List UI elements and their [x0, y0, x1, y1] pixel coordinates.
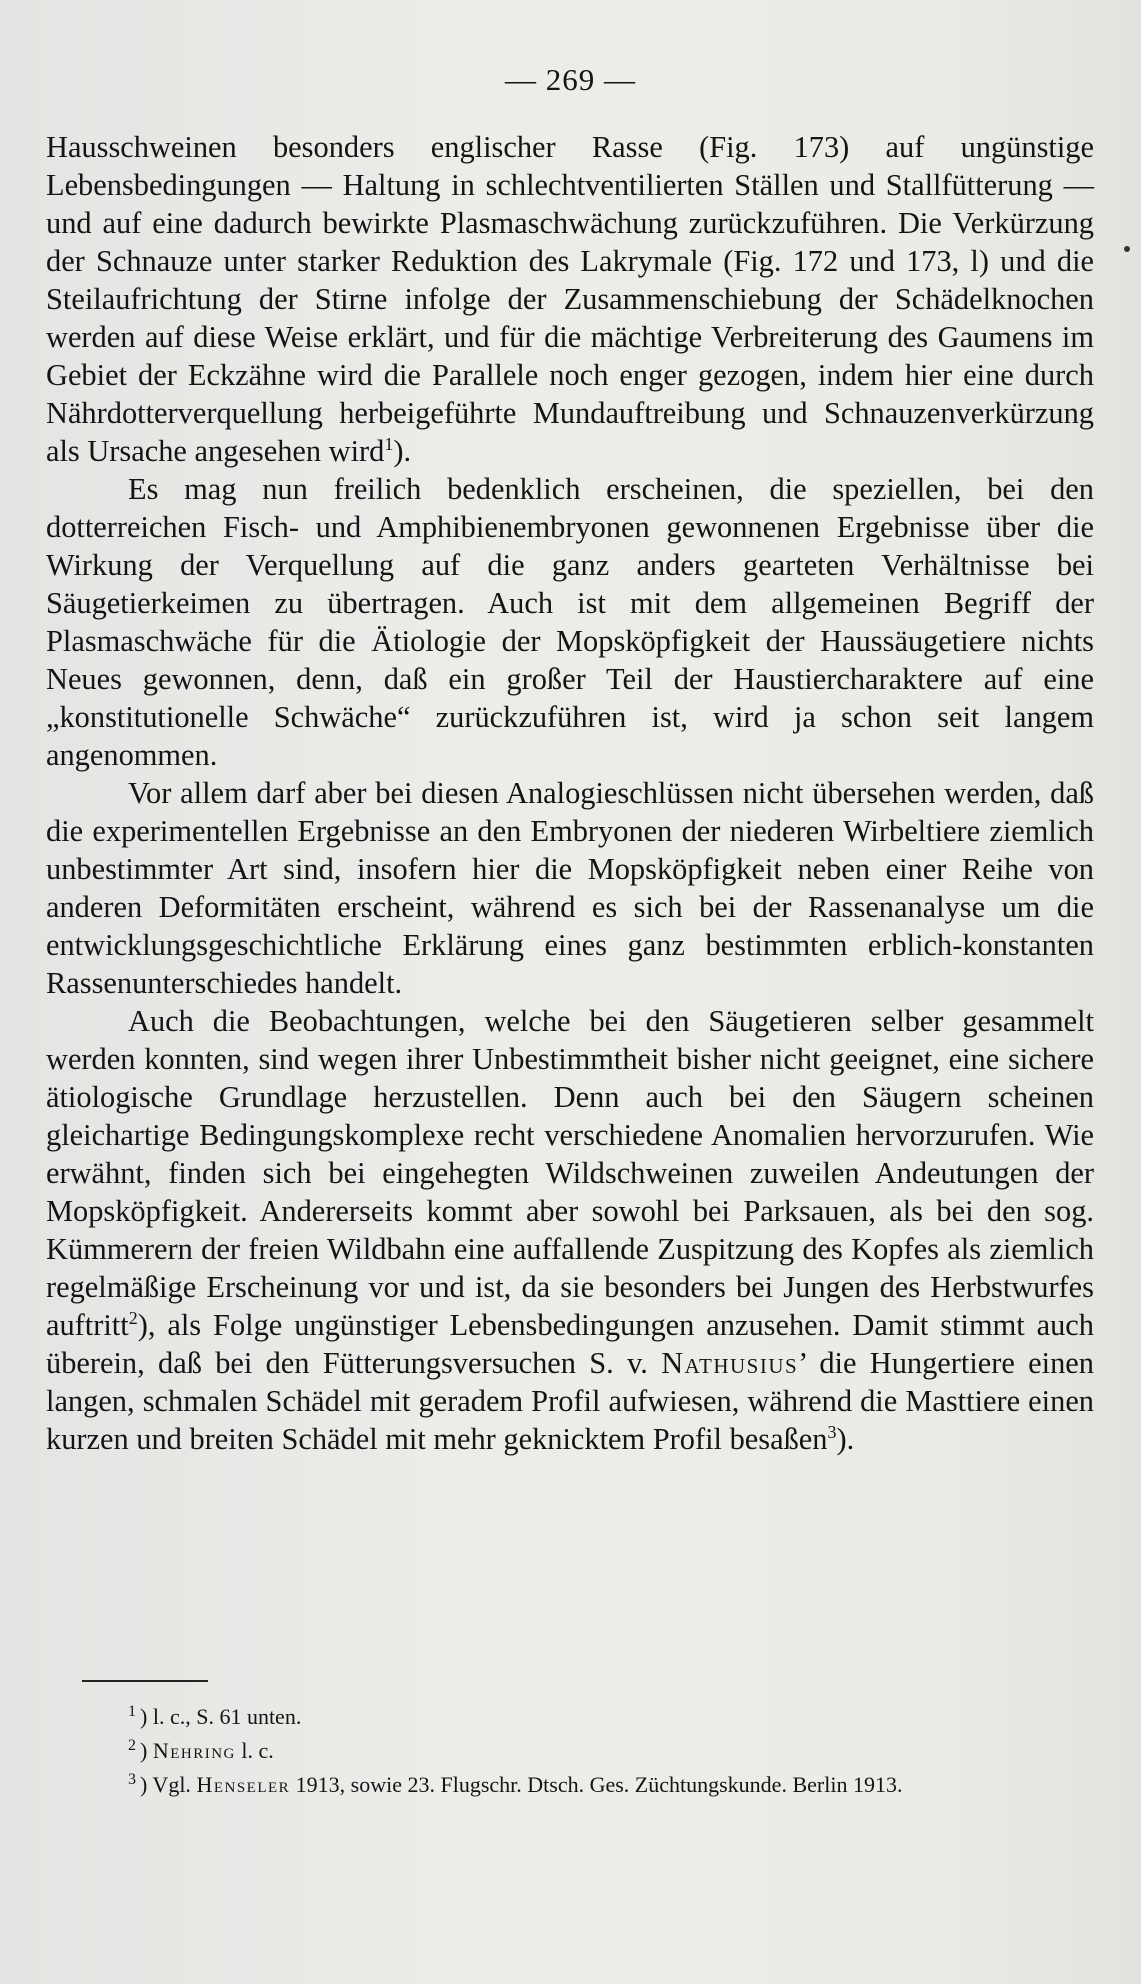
page-number: — 269 —	[505, 62, 636, 97]
text-run: Es mag nun freilich bedenklich erscheinen, die speziellen, bei den dotterreichen Fisch- und Amphibienembryonen gewonnenen Ergebnisse über die Wirkung der Verquellung auf die ganz anders gearteten Verhältnisse bei Säugetierkeimen zu übertragen. Auch ist mit dem allgemeinen Begriff der Plasmaschwäche für die Ätiologie der Mopsköpfigkeit der Haussäugetiere nichts Neues gewonnen, denn, daß ein großer Teil der Haustiercharaktere auf eine „konstitutionelle Schwäche“ zurückzuführen ist, wird ja schon seit langem angenommen.	[46, 472, 1094, 772]
footnote	[46, 1731, 1094, 1765]
text-run: ).	[836, 1422, 855, 1456]
footnote	[46, 1765, 1094, 1799]
text-run: ).	[393, 434, 412, 468]
author-name: Henseler	[196, 1772, 291, 1797]
paragraph	[46, 774, 1094, 1002]
text-run: l. c.	[235, 1738, 274, 1763]
text-run: Hausschweinen besonders englischer Rasse (Fig. 173) auf ungünstige Lebensbedingungen — Haltung in schlechtventilierten Ställen und Stallfütterung — und auf eine dadurch bewirkte Plasmaschwächung zurückzuführen. Die Verkürzung der Schnauze unter starker Reduktion des Lakrymale (Fig. 172 und 173, l) und die Steilaufrichtung der Stirne infolge der Zusammenschiebung der Schädelknochen werden auf diese Weise erklärt, und für die mächtige Verbreiterung des Gaumens im Gebiet der Eckzähne wird die Parallele noch enger gezogen, indem hier eine durch Nährdotterverquellung herbeigeführte Mundauftreibung und Schnauzenverkürzung als Ursache angesehen wird	[46, 130, 1094, 468]
text-run: ’ die Hungertiere einen langen, schmalen Schädel mit geradem Profil aufwiesen, während die Masttiere einen kurzen und breiten Schädel mit mehr geknicktem Profil besaßen	[46, 1346, 1094, 1456]
text-run: )	[140, 1738, 153, 1763]
paragraph	[46, 1002, 1094, 1458]
author-name: Nathusius	[661, 1346, 799, 1380]
footnote-reference: 1	[384, 433, 394, 454]
footnote-marker: 1	[128, 1703, 136, 1720]
body-text	[46, 128, 1094, 1458]
text-run: Auch die Beobachtungen, welche bei den Säugetieren selber gesammelt werden konnten, sind wegen ihrer Unbestimmtheit bisher nicht geeignet, eine sichere ätiologische Grundlage herzustellen. Denn auch bei den Säugern scheinen gleichartige Bedingungskomplexe recht verschiedene Anomalien hervorzurufen. Wie erwähnt, finden sich bei eingehegten Wildschweinen zuweilen Andeutungen der Mopsköpfigkeit. Andererseits kommt aber sowohl bei Parksauen, als bei den sog. Kümmerern der freien Wildbahn eine auffallende Zuspitzung des Kopfes als ziemlich regelmäßige Erscheinung vor und ist, da sie besonders bei Jungen des Herbstwurfes auftritt	[46, 1004, 1094, 1342]
paragraph	[46, 128, 1094, 470]
footnote-reference: 2	[128, 1307, 138, 1328]
margin-dot	[1124, 246, 1130, 252]
paragraph	[46, 470, 1094, 774]
footnote-separator	[82, 1680, 208, 1682]
text-run: Vor allem darf aber bei diesen Analogieschlüssen nicht übersehen werden, daß die experimentellen Ergebnisse an den Embryonen der niederen Wirbeltiere ziemlich unbestimmter Art sind, insofern hier die Mopsköpfigkeit neben einer Reihe von anderen Deformitäten erscheint, während es sich bei der Rassenanalyse um die entwicklungsgeschichtliche Erklärung eines ganz bestimmten erblich-konstanten Rassenunterschiedes handelt.	[46, 776, 1094, 1000]
footnote-marker: 2	[128, 1737, 136, 1754]
author-name: Nehring	[152, 1738, 236, 1763]
text-run: ) l. c., S. 61 unten.	[140, 1704, 302, 1729]
footnote	[46, 1697, 1094, 1731]
footnote-reference: 3	[827, 1421, 837, 1442]
footnotes	[46, 1697, 1094, 1799]
footnote-marker: 3	[128, 1771, 136, 1788]
text-run: 1913, sowie 23. Flugschr. Dtsch. Ges. Züchtungskunde. Berlin 1913.	[290, 1772, 903, 1797]
text-run: ), als Folge ungünstiger Lebensbedingungen anzusehen. Damit stimmt auch überein, daß bei den Fütterungsversuchen S. v.	[46, 1308, 1094, 1380]
text-run: ) Vgl.	[140, 1772, 197, 1797]
